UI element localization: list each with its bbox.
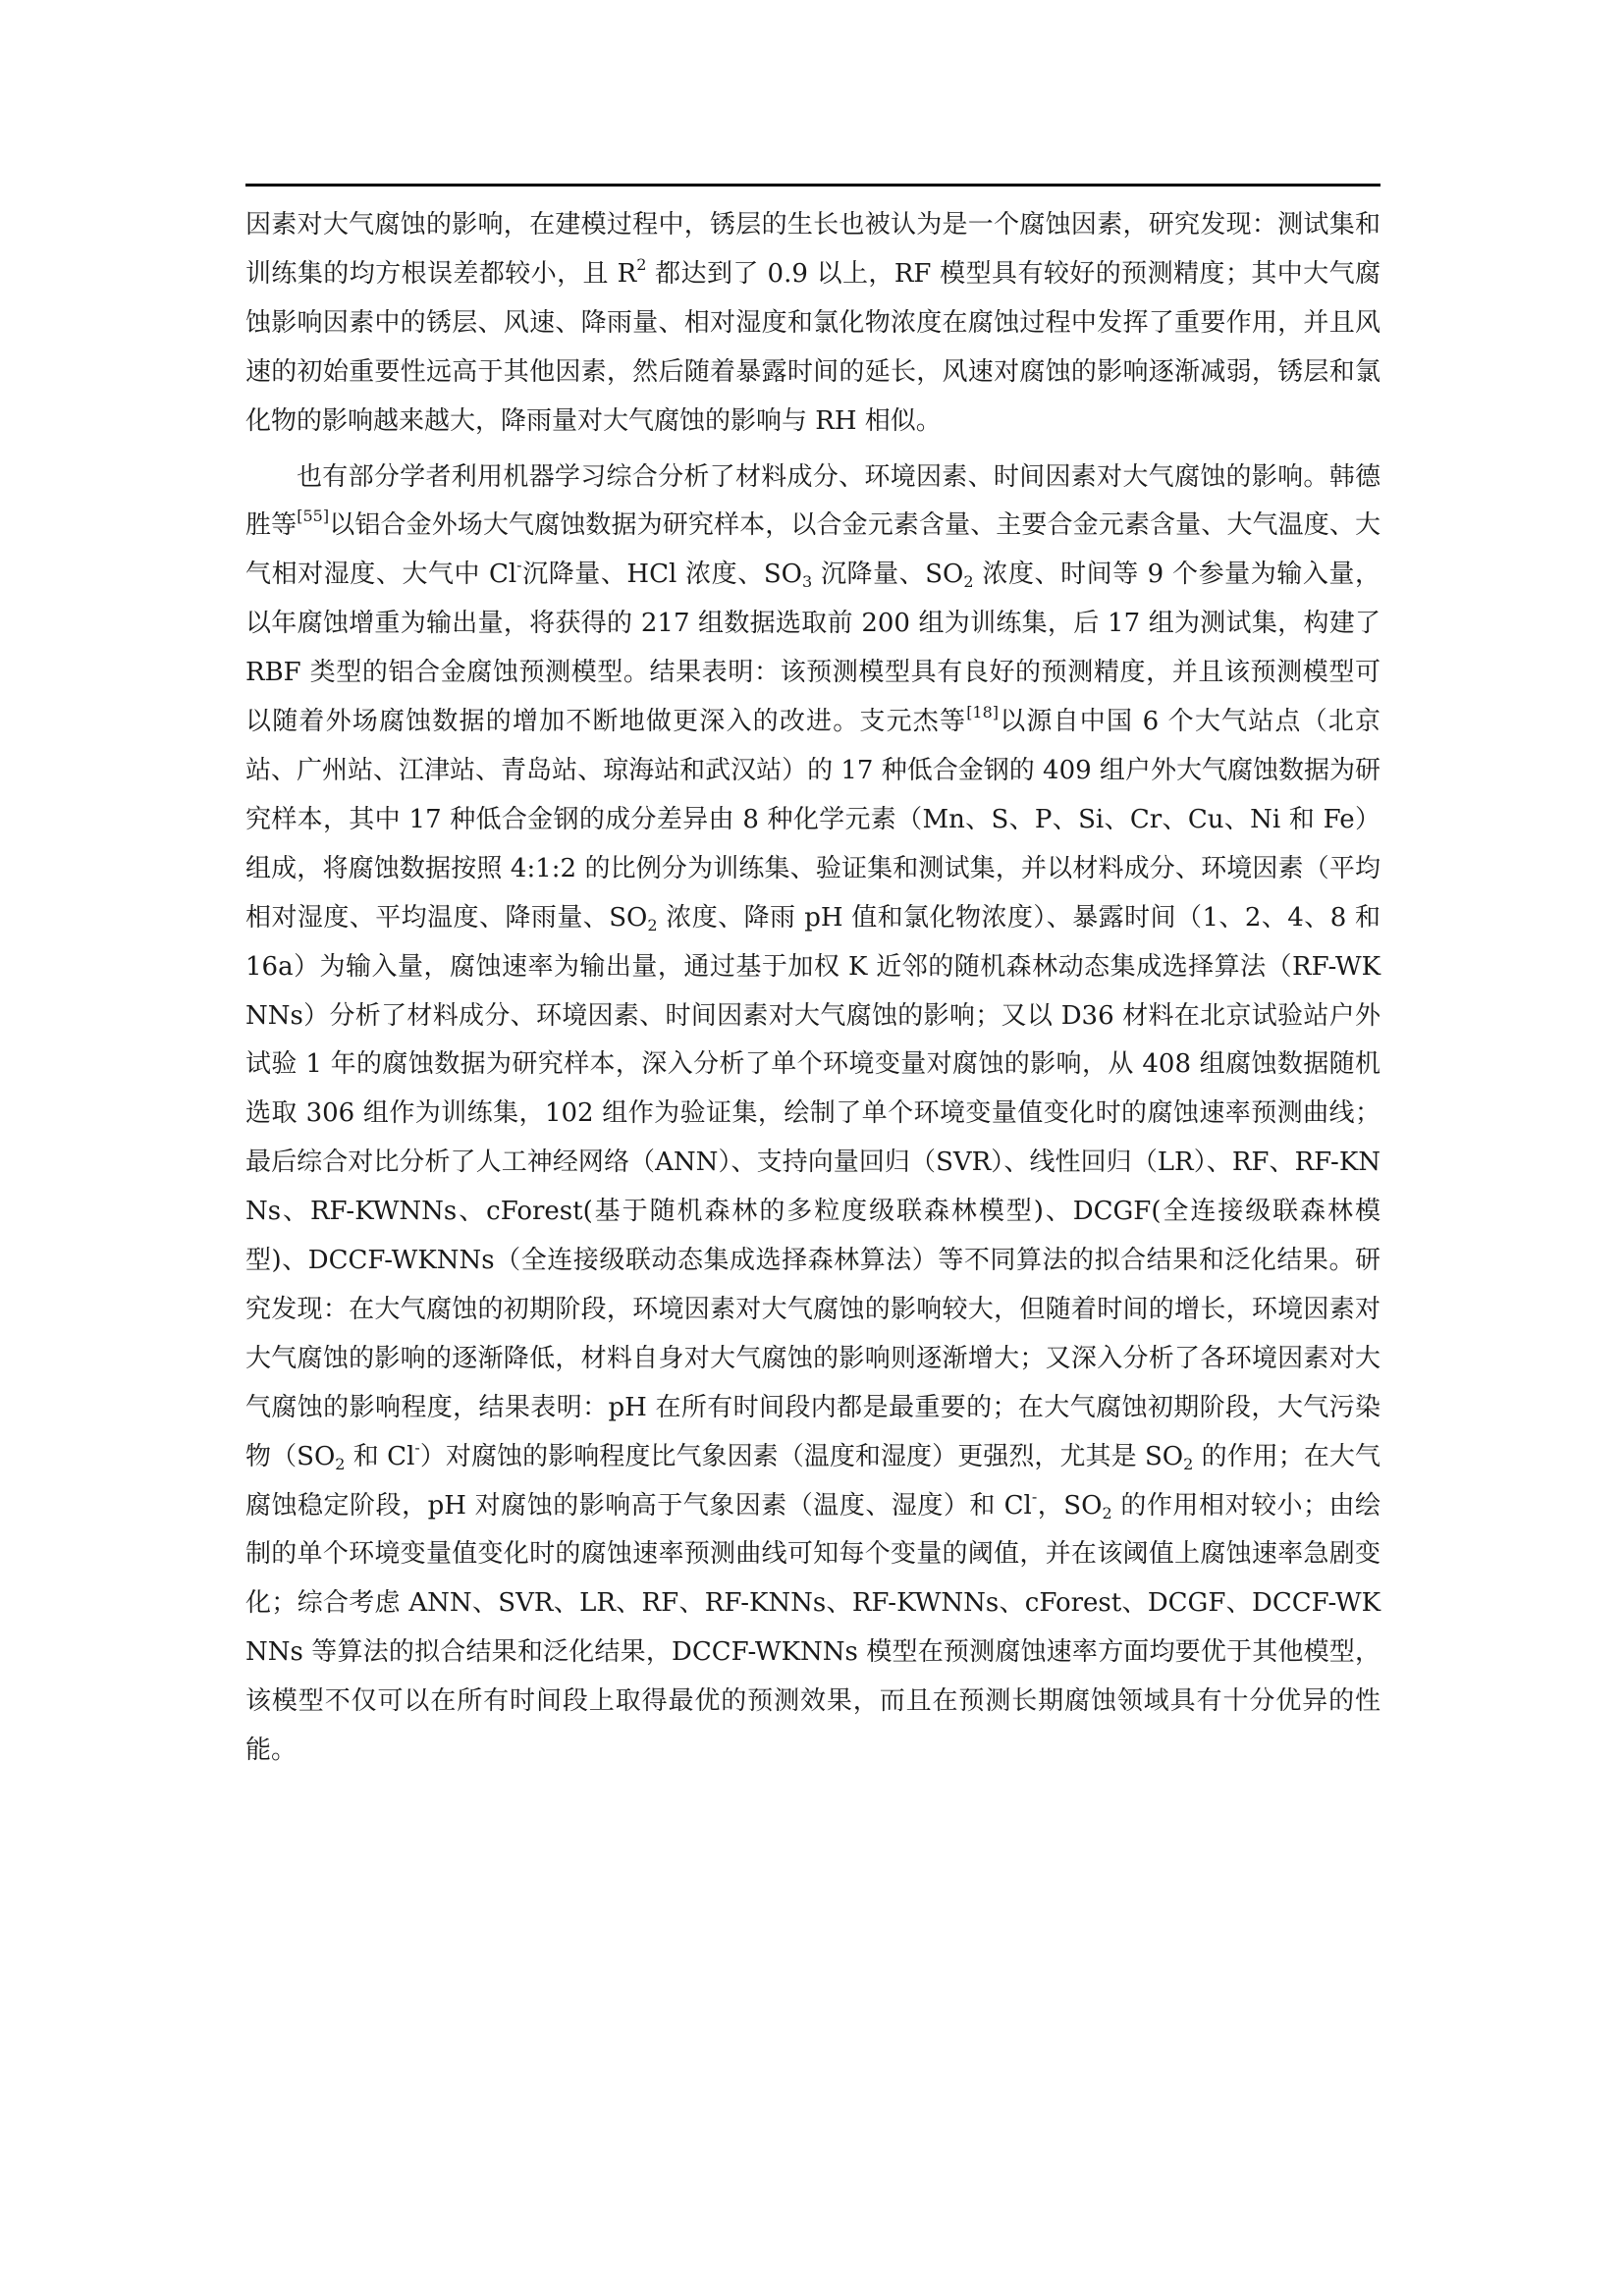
text-run: 因素对大气腐蚀的影响，在建模过程中，锈层的生长也被认为是一个腐蚀因素，研究发现：测试集和训练集的均方根误差都较小，且 R <box>245 210 1380 289</box>
subscript-text: 2 <box>963 572 974 592</box>
text-run: ，SO <box>1037 1490 1103 1521</box>
text-run: 浓度、时间等 9 个参量为输入量，以年腐蚀增重为输出量，将获得的 217 组数据选取前 200 组为训练集，后 17 组为测试集，构建了 RBF 类型的铝合金腐蚀预测模型。结果表明：该预测模型具有良好的预测精度，并且该预测模型可以随着外场腐蚀数据的增加不断地做更深入的改进。支元杰等 <box>245 560 1380 737</box>
text-run: 以铝合金外场大气腐蚀数据为研究样本，以合金元素含量、主要合金元素含量、大气温度、大气相对湿度、大气中 Cl <box>245 510 1380 590</box>
text-run: 的作用相对较小；由绘制的单个环境变量值变化时的腐蚀速率预测曲线可知每个变量的阈值，并在该阈值上腐蚀速率急剧变化；综合考虑 ANN、SVR、LR、RF、RF-KNNs、RF-KWNNs、cForest、DCGF、DCCF-WKNNs 等算法的拟合结果和泛化结果，DCCF-WKNNs 模型在预测腐蚀速率方面均要优于其他模型，该模型不仅可以在所有时间段上取得最优的预测效果，而且在预测长期腐蚀领域具有十分优异的性能。 <box>245 1490 1380 1766</box>
superscript-text: - <box>414 1437 420 1457</box>
subscript-text: 2 <box>1102 1503 1112 1522</box>
body-text <box>245 201 1380 1776</box>
text-run: 沉降量、SO <box>812 560 964 590</box>
paragraph <box>245 201 1380 447</box>
text-run: 以源自中国 6 个大气站点（北京站、广州站、江津站、青岛站、琼海站和武汉站）的 17 种低合金钢的 409 组户外大气腐蚀数据为研究样本，其中 17 种低合金钢的成分差异由 8 种化学元素（Mn、S、P、Si、Cr、Cu、Ni 和 Fe）组成，将腐蚀数据按照 4:1:2 的比例分为训练集、验证集和测试集，并以材料成分、环境因素（平均相对湿度、平均温度、降雨量、SO <box>245 707 1380 933</box>
superscript-text: - <box>516 556 522 575</box>
text-run: 也有部分学者利用机器学习综合分析了材料成分、环境因素、时间因素对大气腐蚀的影响。韩德胜等 <box>245 461 1380 541</box>
text-run: 都达到了 0.9 以上，RF 模型具有较好的预测精度；其中大气腐蚀影响因素中的锈层、风速、降雨量、相对湿度和氯化物浓度在腐蚀过程中发挥了重要作用，并且风速的初始重要性远高于其他因素，然后随着暴露时间的延长，风速对腐蚀的影响逐渐减弱，锈层和氯化物的影响越来越大，降雨量对大气腐蚀的影响与 RH 相似。 <box>245 258 1380 436</box>
subscript-text: 2 <box>335 1454 346 1473</box>
text-run: 浓度、降雨 pH 值和氯化物浓度）、暴露时间（1、2、4、8 和 16a）为输入量，腐蚀速率为输出量，通过基于加权 K 近邻的随机森林动态集成选择算法（RF-WKNNs）分析了材料成分、环境因素、时间因素对大气腐蚀的影响；又以 D36 材料在北京试验站户外试验 1 年的腐蚀数据为研究样本，深入分析了单个环境变量对腐蚀的影响，从 408 组腐蚀数据随机选取 306 组作为训练集，102 组作为验证集，绘制了单个环境变量值变化时的腐蚀速率预测曲线；最后综合对比分析了人工神经网络（ANN）、支持向量回归（SVR）、线性回归（LR）、RF、RF-KNNs、RF-KWNNs、cForest(基于随机森林的多粒度级联森林模型)、DCGF(全连接级联森林模型)、DCCF-WKNNs（全连接级联动态集成选择森林算法）等不同算法的拟合结果和泛化结果。研究发现：在大气腐蚀的初期阶段，环境因素对大气腐蚀的影响较大，但随着时间的增长，环境因素对大气腐蚀的影响的逐渐降低，材料自身对大气腐蚀的影响则逐渐增大；又深入分析了各环境因素对大气腐蚀的影响程度，结果表明：pH 在所有时间段内都是最重要的；在大气腐蚀初期阶段，大气污染物（SO <box>245 902 1380 1471</box>
paragraph <box>245 454 1380 1776</box>
text-run: 和 Cl <box>345 1441 415 1471</box>
text-run: 的作用；在大气腐蚀稳定阶段，pH 对腐蚀的影响高于气象因素（温度、湿度）和 Cl <box>245 1441 1380 1521</box>
subscript-text: 2 <box>647 915 658 934</box>
superscript-text: 2 <box>636 254 647 274</box>
text-run: 沉降量、HCl 浓度、SO <box>521 560 802 590</box>
superscript-text: - <box>1031 1486 1038 1506</box>
subscript-text: 3 <box>801 572 813 592</box>
subscript-text: 2 <box>1183 1454 1194 1473</box>
text-run: ）对腐蚀的影响程度比气象因素（温度和湿度）更强烈，尤其是 SO <box>419 1441 1184 1471</box>
superscript-text: [55] <box>297 507 330 526</box>
superscript-text: [18] <box>966 703 1000 722</box>
header-rule <box>245 184 1380 187</box>
